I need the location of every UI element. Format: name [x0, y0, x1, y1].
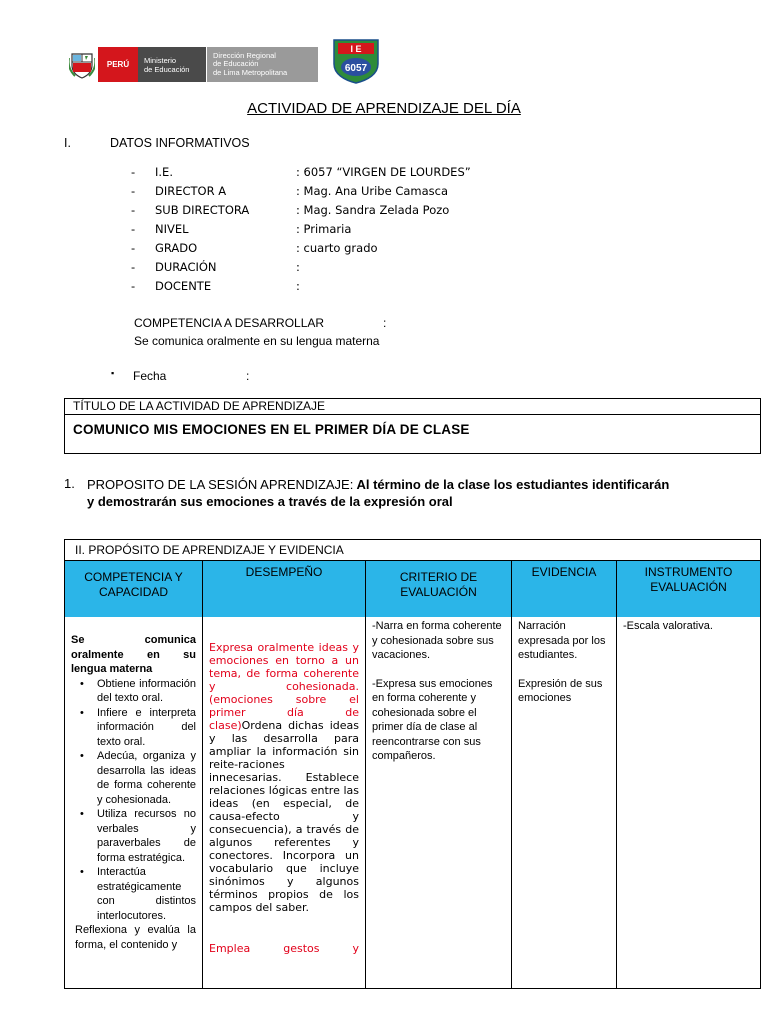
cell-evidencia: Narración expresada por los estudiantes. Expresión de sus emociones	[512, 617, 617, 988]
info-row: - GRADO : cuarto grado	[131, 241, 378, 255]
activity-title-value: COMUNICO MIS EMOCIONES EN EL PRIMER DÍA DE CLASE	[73, 422, 470, 437]
info-row: - SUB DIRECTORA : Mag. Sandra Zelada Pozo	[131, 203, 450, 217]
page-title: ACTIVIDAD DE APRENDIZAJE DEL DÍA	[247, 100, 521, 117]
cell-desempeno	[203, 617, 366, 988]
competencia-colon: :	[383, 316, 387, 330]
info-row: - I.E. : 6057 “VIRGEN DE LOURDES”	[131, 165, 471, 179]
desempeno-text: Ordena dichas ideas y las desarrolla para ampliar la información sin reite-raciones innecesarias. Establece relaciones lógicas entre las ideas (en especial, de causa-efecto y consecuencia), a través de algunos referentes y conectores. Incorpora un vocabulario que incluye sinónimos y algunos términos propios de los campos del saber.	[209, 719, 359, 914]
minedu-logo	[66, 47, 318, 82]
column-header-evidencia: EVIDENCIA	[512, 561, 617, 617]
activity-title-heading: TÍTULO DE LA ACTIVIDAD DE APRENDIZAJE	[65, 399, 760, 415]
info-row: - DURACIÓN :	[131, 260, 300, 274]
proposito-label: PROPOSITO DE LA SESIÓN APRENDIZAJE:	[87, 477, 354, 492]
info-row: - DOCENTE :	[131, 279, 300, 293]
section-number: I.	[64, 136, 71, 150]
desempeno-red-tail: Emplea gestos y	[209, 942, 359, 955]
list-item: • Utiliza recursos no verbales y paraverbales de forma estratégica.	[71, 807, 196, 865]
table-row	[65, 617, 760, 988]
desempeno-red-text: Expresa oralmente ideas y emociones en torno a un tema, de forma coherente y cohesionada. (emociones sobre el primer día de clase)	[209, 641, 359, 732]
cell-competencia: Se comunica oralmente en su lengua materna • Obtiene información del texto oral. • Infiere e interpreta información del texto oral. • Adecúa, organiza y desarrolla las ideas de forma coherente y cohesionada. • Utiliza recursos no verbales y paraverbales de forma estratégica. • Interactúa estratégicamente con distintos interlocutores. Reflexiona y evalúa la forma, el contenido y	[65, 617, 203, 988]
activity-title-box	[64, 398, 761, 454]
list-item: • Obtiene información del texto oral.	[71, 677, 196, 706]
proposito-line1: Al término de la clase los estudiantes identificarán	[353, 477, 670, 492]
peru-coat-of-arms-icon	[66, 47, 98, 82]
info-row: - NIVEL : Primaria	[131, 222, 352, 236]
column-header-criterio: CRITERIO DE EVALUACIÓN	[366, 561, 512, 617]
fecha-label: Fecha	[133, 369, 167, 383]
svg-text:6057: 6057	[344, 63, 368, 74]
competencia-label: COMPETENCIA A DESARROLLAR	[134, 316, 325, 330]
list-item: • Adecúa, organiza y desarrolla las ideas de forma coherente y cohesionada.	[71, 749, 196, 807]
column-header-instrumento: INSTRUMENTO EVALUACIÓN	[617, 561, 760, 617]
table-heading: II. PROPÓSITO DE APRENDIZAJE Y EVIDENCIA	[65, 540, 760, 561]
minedu-label: Ministerio de Educación	[138, 47, 206, 82]
peru-label: PERÚ	[98, 47, 138, 82]
square-bullet-icon: ▪	[111, 368, 115, 378]
competencia-value: Se comunica oralmente en su lengua materna	[134, 334, 380, 348]
list-item: • Interactúa estratégicamente con distintos interlocutores.	[71, 865, 196, 923]
fecha-colon: :	[246, 369, 250, 383]
info-row: - DIRECTOR A : Mag. Ana Uribe Camasca	[131, 184, 449, 198]
proposito-number: 1.	[64, 476, 75, 491]
capacidades-list	[71, 677, 196, 924]
column-header-competencia: COMPETENCIA Y CAPACIDAD	[65, 561, 203, 617]
proposito-line2: y demostrarán sus emociones a través de la expresión oral	[87, 494, 453, 509]
cell-criterio: -Narra en forma coherente y cohesionada sobre sus vacaciones. -Expresa sus emociones en forma coherente y cohesionada sobre el primer día de clase al reencontrarse con sus compañeros.	[366, 617, 512, 988]
section-title: DATOS INFORMATIVOS	[110, 136, 250, 150]
cell-instrumento: -Escala valorativa.	[623, 620, 713, 632]
info-list	[131, 165, 631, 298]
svg-text:I E: I E	[350, 44, 362, 54]
proposito-text	[87, 476, 727, 510]
table-header-row	[65, 561, 760, 617]
dre-label: Dirección Regional de Educación de Lima Metropolitana	[206, 47, 318, 82]
evidence-table	[64, 539, 761, 989]
school-badge-icon	[330, 38, 382, 84]
list-item: • Infiere e interpreta información del texto oral.	[71, 706, 196, 750]
column-header-desempeno: DESEMPEÑO	[203, 561, 366, 617]
